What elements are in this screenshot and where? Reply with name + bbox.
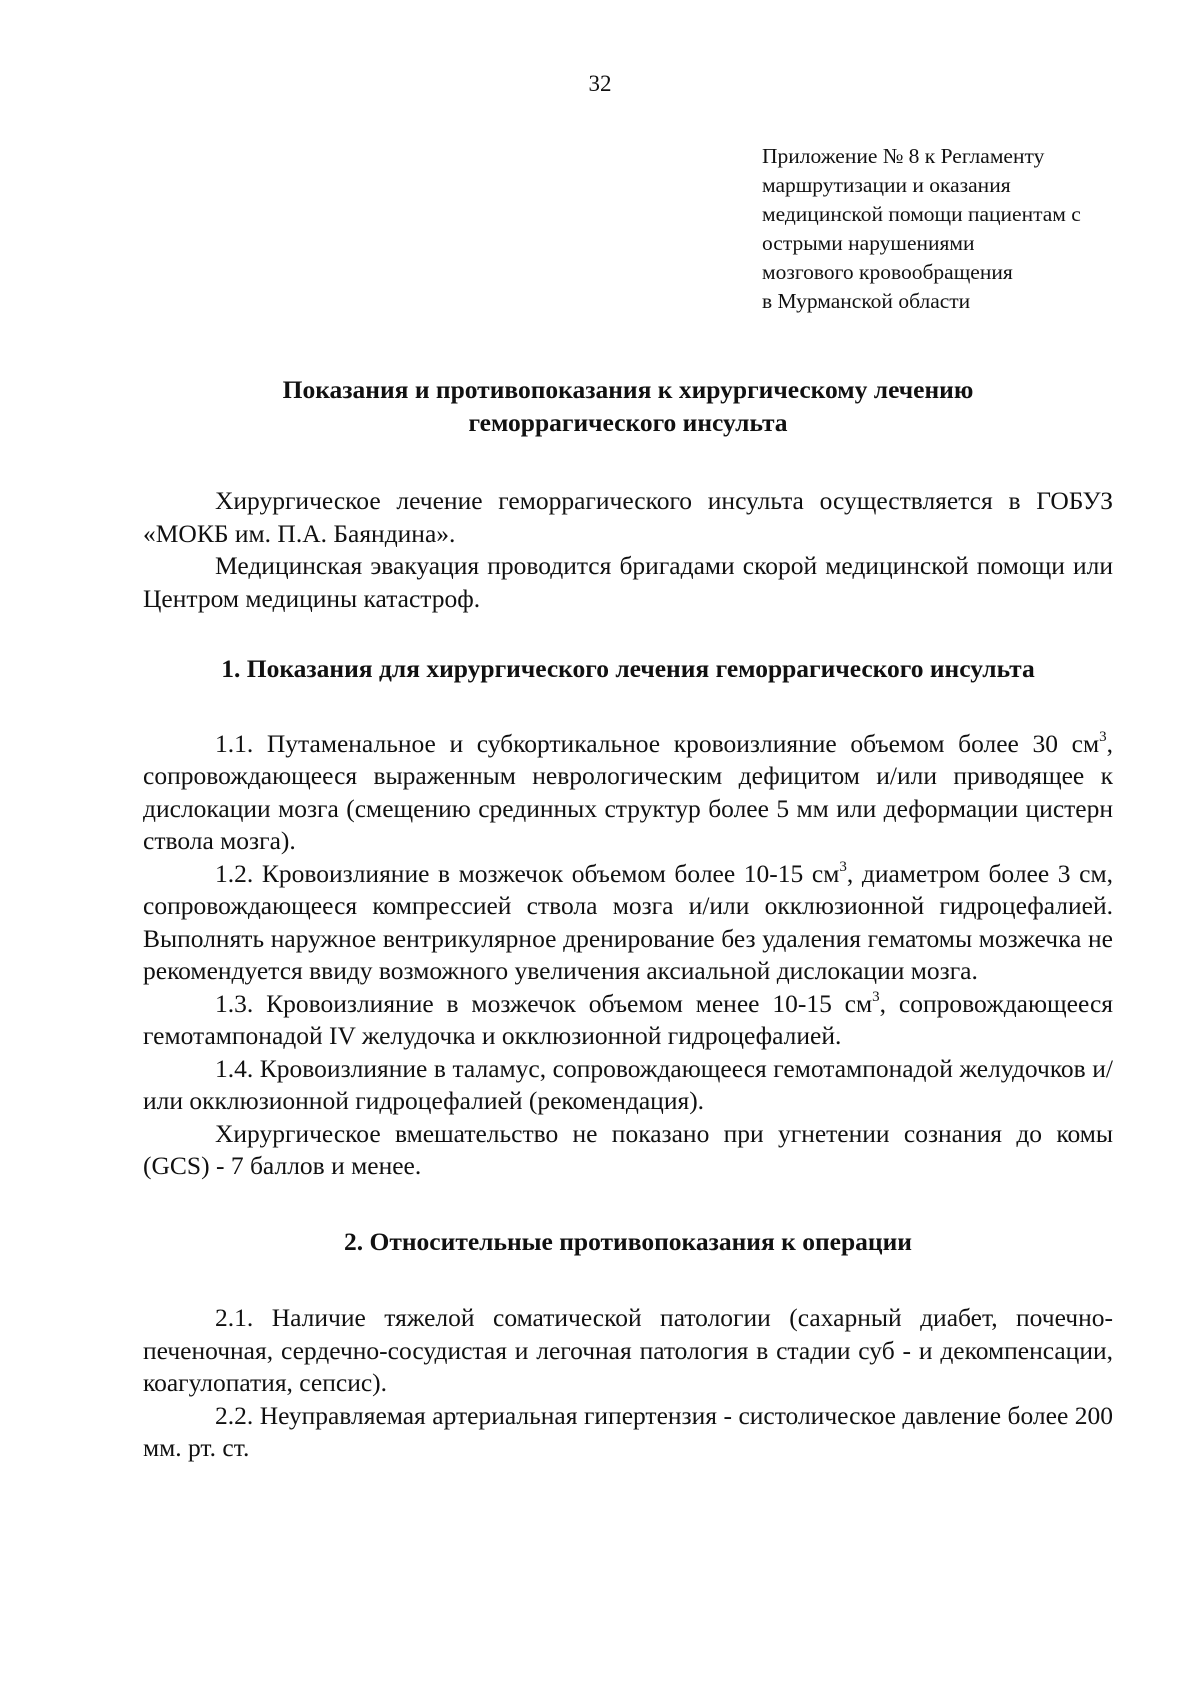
item-1-4: 1.4. Кровоизлияние в таламус, сопровождающееся гемотампонадой желудочков и/или окклюзионной гидроцефалией (рекомендация).	[143, 1053, 1113, 1115]
item-2-1: 2.1. Наличие тяжелой соматической патологии (сахарный диабет, почечно-печеночная, сердечно-сосудистая и легочная патология в стадии суб - и декомпенсации, коагулопатия, сепсис).	[143, 1303, 1113, 1397]
appendix-line: в Мурманской области	[762, 289, 971, 313]
title-line-2: геморрагического инсульта	[468, 407, 788, 437]
item-1-2-text-start: 1.2. Кровоизлияние в мозжечок объемом более 10-15 см	[215, 858, 840, 888]
superscript-cube: 3	[1099, 728, 1107, 745]
intro-paragraph-1: Хирургическое лечение геморрагического инсульта осуществляется в ГОБУЗ «МОКБ им. П.А. Баяндина».	[143, 486, 1113, 548]
item-1-2-text-end: , диаметром более 3 см, сопровождающееся компрессией ствола мозга и/или окклюзионной гидроцефалией. Выполнять наружное вентрикулярное дренирование без удаления гематомы мозжечка не рекомендуется ввиду возможного увеличения аксиальной дислокации мозга.	[143, 858, 1113, 985]
title-line-1: Показания и противопоказания к хирургическому лечению	[282, 375, 974, 404]
section-1-heading: 1. Показания для хирургического лечения геморрагического инсульта	[221, 654, 1035, 683]
item-1-2	[143, 858, 1113, 988]
appendix-line: острыми нарушениями	[762, 231, 975, 255]
item-2-2: 2.2. Неуправляемая артериальная гипертензия - систолическое давление более 200 мм. рт. ст.	[143, 1400, 1113, 1462]
item-1-1-text-start: 1.1. Путаменальное и субкортикальное кровоизлияние объемом более 30 см	[215, 728, 1100, 758]
section-2-heading: 2. Относительные противопоказания к операции	[344, 1226, 912, 1256]
document-title	[143, 374, 1113, 439]
item-1-1	[143, 728, 1113, 858]
item-1-3	[143, 988, 1113, 1053]
appendix-note	[762, 142, 1162, 316]
section-1-note: Хирургическое вмешательство не показано при угнетении сознания до комы (GCS) - 7 баллов и менее.	[143, 1118, 1113, 1180]
superscript-cube: 3	[872, 988, 880, 1005]
document-body	[143, 374, 1113, 1465]
item-1-1-text-end: , сопровождающееся выраженным неврологическим дефицитом и/или приводящее к дислокации мозга (смещению срединных структур более 5 мм или деформации цистерн ствола мозга).	[143, 728, 1113, 855]
appendix-line: маршрутизации и оказания	[762, 173, 1011, 197]
appendix-line: мозгового кровообращения	[762, 260, 1013, 284]
appendix-line: Приложение № 8 к Регламенту	[762, 144, 1045, 168]
item-1-3-text-start: 1.3. Кровоизлияние в мозжечок объемом менее 10-15 см	[215, 988, 873, 1018]
appendix-line: медицинской помощи пациентам с	[762, 202, 1081, 226]
intro-paragraph-2: Медицинская эвакуация проводится бригадами скорой медицинской помощи или Центром медицины катастроф.	[143, 551, 1113, 613]
page-number: 32	[588, 71, 612, 96]
item-1-3-text-end: , сопровождающееся гемотампонадой IV желудочка и окклюзионной гидроцефалией.	[143, 988, 1113, 1050]
superscript-cube: 3	[839, 858, 847, 875]
